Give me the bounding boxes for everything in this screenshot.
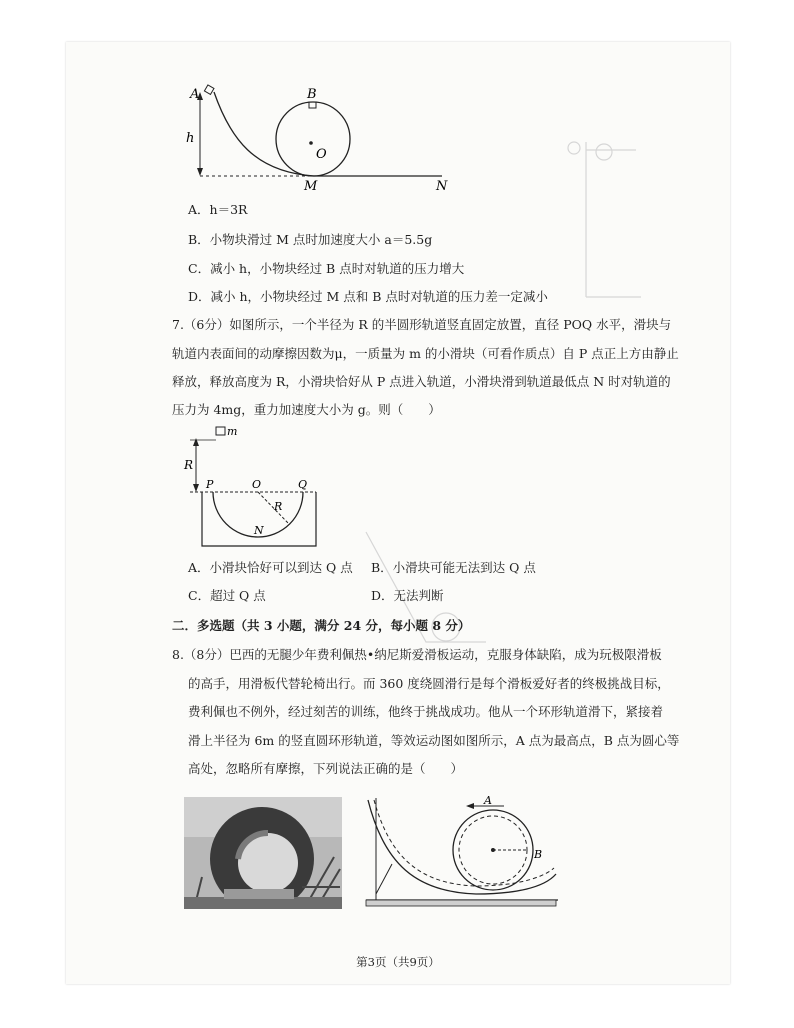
fig1-label-h: h xyxy=(186,131,195,146)
fig2-label-Q: Q xyxy=(298,478,308,491)
figure-loop-track xyxy=(174,80,474,190)
q6-option-c: C．减小 h，小物块经过 B 点时对轨道的压力增大 xyxy=(188,261,465,276)
fig1-label-B: B xyxy=(307,87,317,102)
q7-option-a: A．小滑块恰好可以到达 Q 点 xyxy=(188,560,353,575)
fig2-label-P: P xyxy=(206,478,214,491)
q7-stem-line-1: 7.（6分）如图所示，一个半径为 R 的半圆形轨道竖直固定放置，直径 POQ 水平，滑块与 xyxy=(172,317,672,332)
fig1-label-N: N xyxy=(436,179,448,190)
skate-loop-photo xyxy=(184,797,342,909)
section-2-heading: 二．多选题（共 3 小题，满分 24 分，每小题 8 分） xyxy=(172,618,471,633)
q8-stem-line-4: 滑上半径为 6m 的竖直圆环形轨道，等效运动图如图所示，A 点为最高点，B 点为圆心等 xyxy=(188,733,680,748)
q6-option-b: B．小物块滑过 M 点时加速度大小 a＝5.5g xyxy=(188,232,433,247)
q8-stem-line-1: 8.（8分）巴西的无腿少年费利佩热•纳尼斯爱滑板运动，克服身体缺陷，成为玩极限滑板 xyxy=(172,647,662,662)
q7-stem-line-2: 轨道内表面间的动摩擦因数为μ，一质量为 m 的小滑块（可看作质点）自 P 点正上方由静止 xyxy=(172,346,679,361)
q8-stem-line-2: 的高手，用滑板代替轮椅出行。而 360 度绕圆滑行是每个滑板爱好者的终极挑战目标， xyxy=(188,676,670,691)
fig1-label-A: A xyxy=(190,87,200,102)
q8-stem-line-5: 高处，忽略所有摩擦，下列说法正确的是（ ） xyxy=(188,761,464,776)
fig1-label-M: M xyxy=(304,179,318,190)
fig3-label-B: B xyxy=(534,848,543,861)
q7-option-d: D．无法判断 xyxy=(371,588,444,603)
q7-stem-line-4: 压力为 4mg，重力加速度大小为 g。则（ ） xyxy=(172,402,441,417)
q7-stem-line-3: 释放，释放高度为 R，小滑块恰好从 P 点进入轨道，小滑块滑到轨道最低点 N 时对轨道的 xyxy=(172,374,671,389)
q8-stem-line-3: 费利佩也不例外，经过刻苦的训练，他终于挑战成功。他从一个环形轨道滑下，紧接着 xyxy=(188,704,664,719)
figure-half-circle-track xyxy=(176,422,336,552)
fig3-label-A: A xyxy=(484,794,492,807)
exam-page xyxy=(66,42,730,984)
q6-option-a: A．h＝3R xyxy=(188,202,248,217)
q7-option-b: B．小滑块可能无法到达 Q 点 xyxy=(371,560,536,575)
figure-vertical-loop xyxy=(364,794,564,914)
fig2-label-R-radius: R xyxy=(274,500,283,513)
fig2-label-R-height: R xyxy=(184,458,194,472)
fig2-label-m: m xyxy=(227,425,238,438)
q7-option-c: C．超过 Q 点 xyxy=(188,588,266,603)
page-footer: 第3页（共9页） xyxy=(356,955,440,969)
fig1-label-O: O xyxy=(316,147,327,162)
fig2-label-O: O xyxy=(252,478,262,491)
fig2-label-N: N xyxy=(254,524,264,537)
q6-option-d: D．减小 h，小物块经过 M 点和 B 点时对轨道的压力差一定减小 xyxy=(188,289,548,304)
